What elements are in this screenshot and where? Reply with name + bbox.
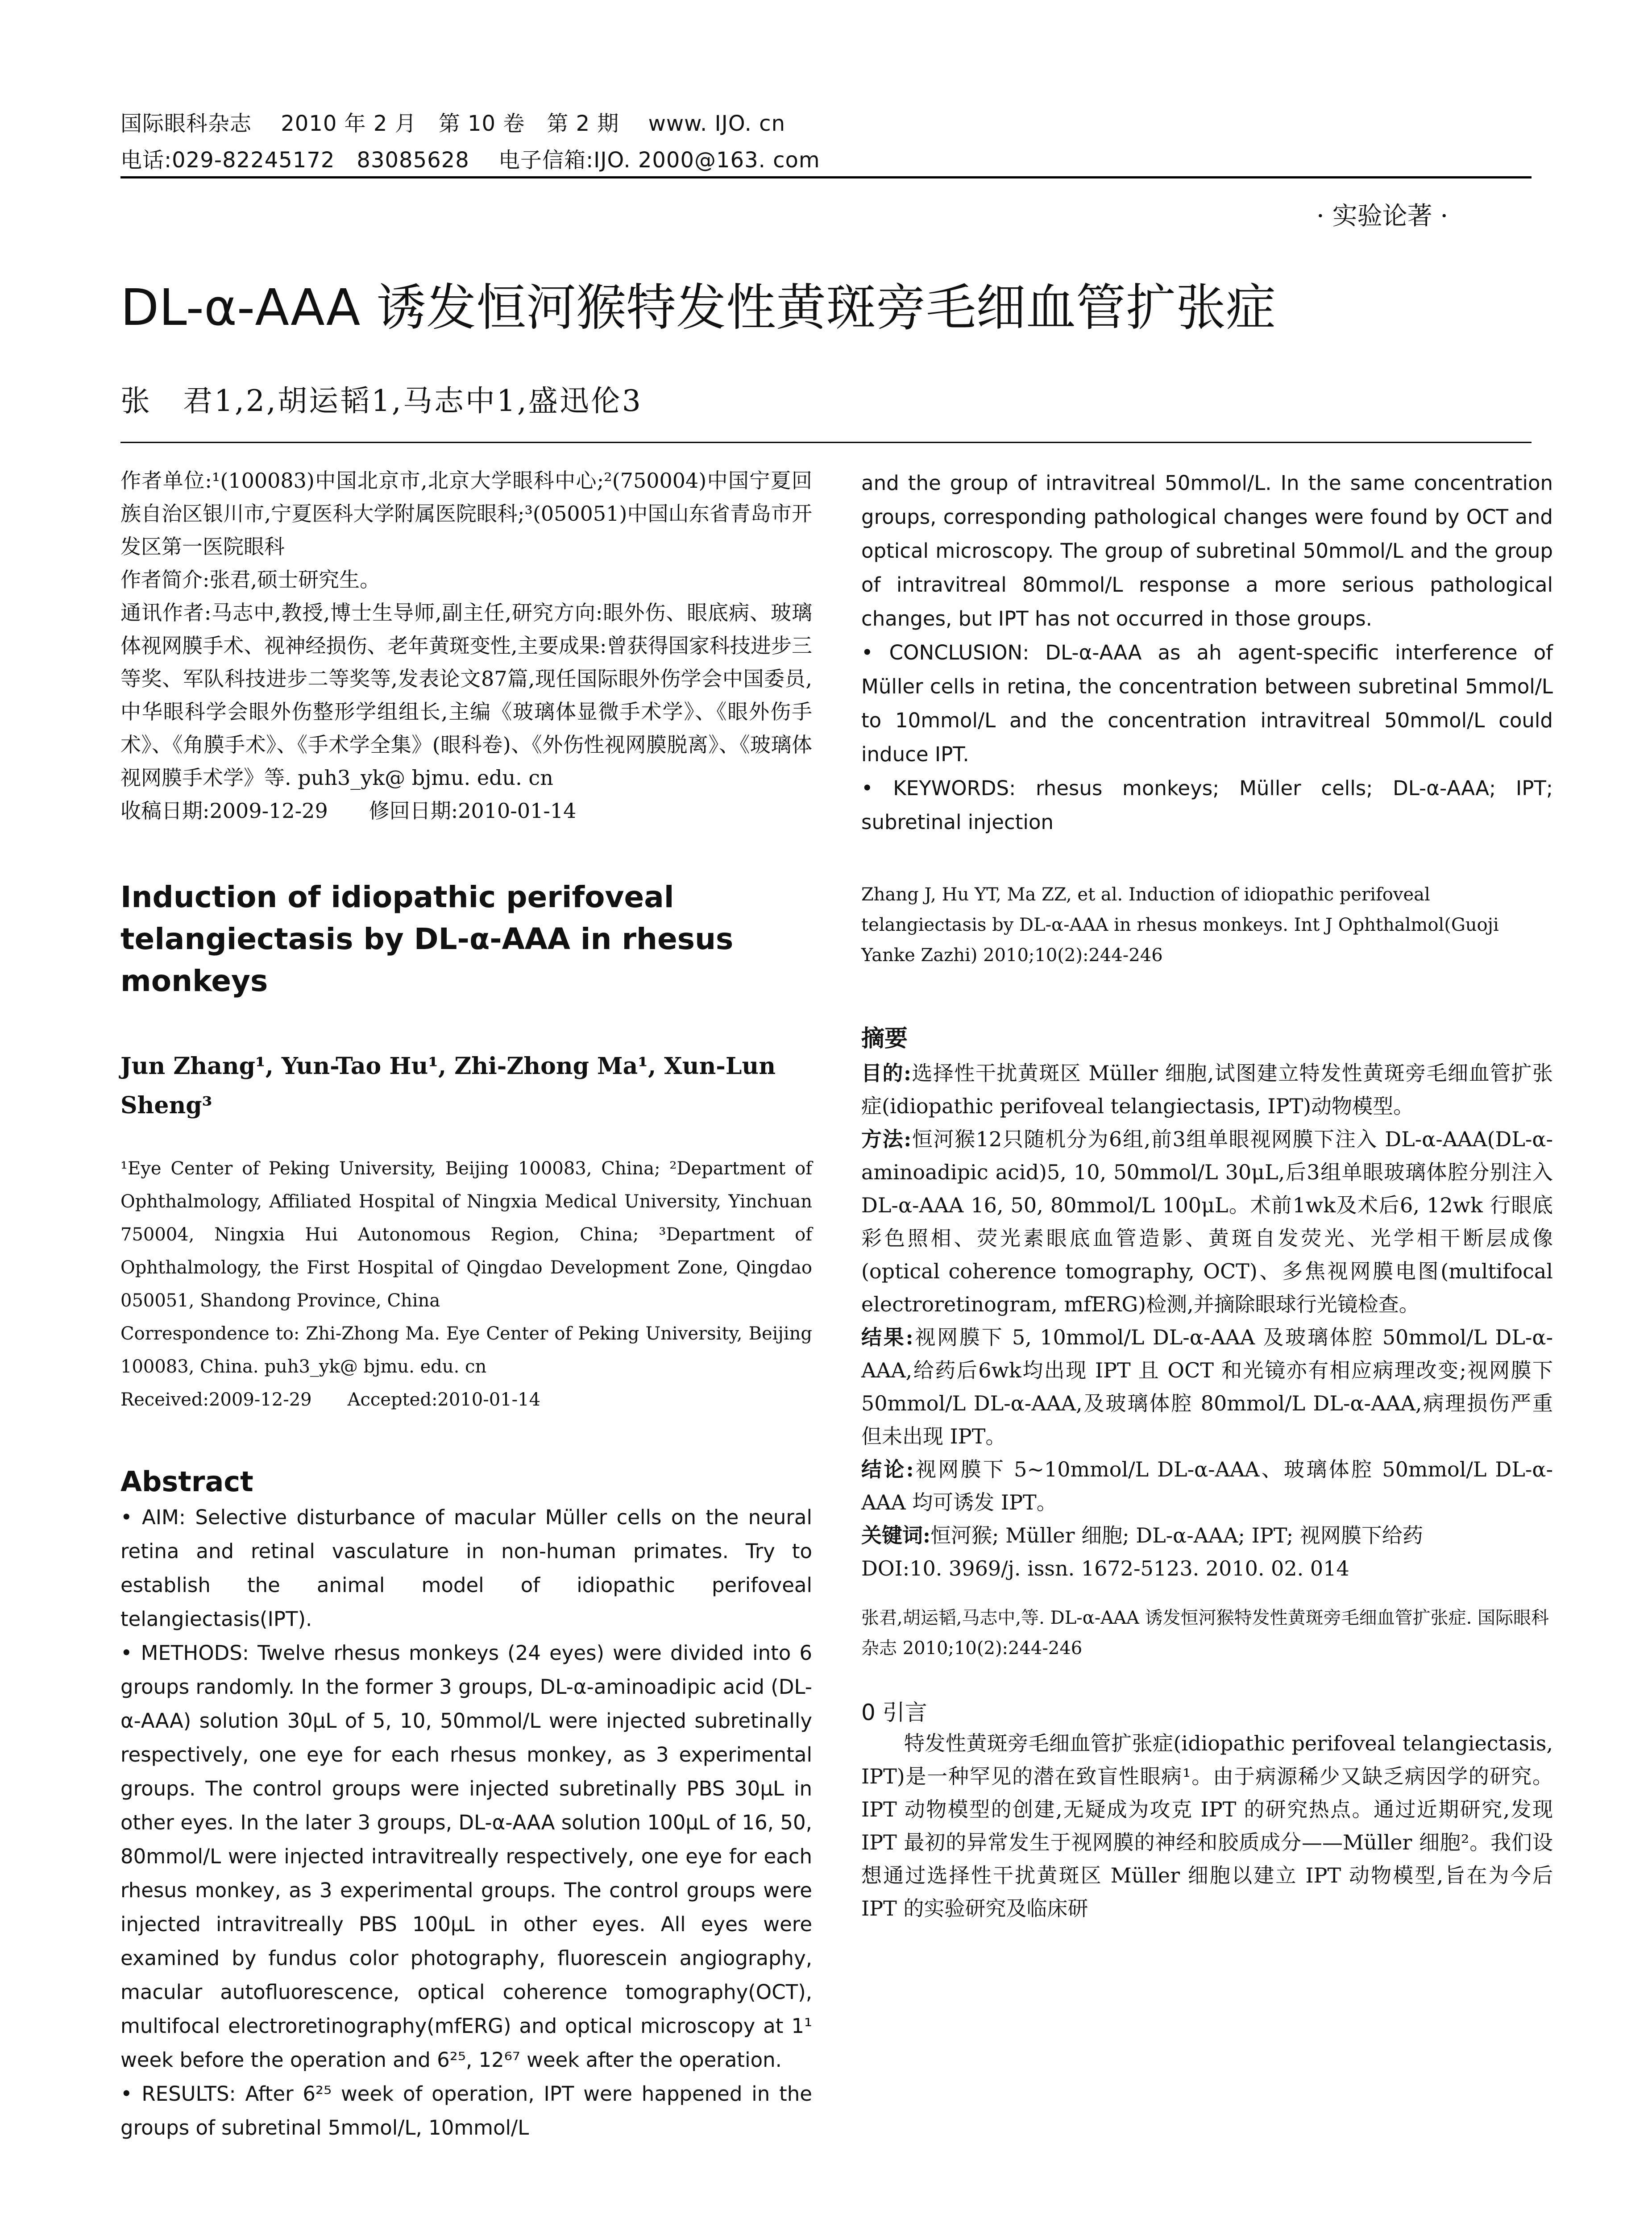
doi: DOI:10. 3969/j. issn. 1672-5123. 2010. 02. 014 xyxy=(861,1556,1349,1580)
abstract-keywords: • KEYWORDS: rhesus monkeys; Müller cells; DL-α-AAA; IPT; subretinal injection xyxy=(861,776,1553,834)
english-citation: Zhang J, Hu YT, Ma ZZ, et al. Induction of idiopathic perifoveal telangiectasis by DL-α-AAA in rhesus monkeys. Int J Ophthalmol(Guoji Yanke Zazhi) 2010;10(2):244-246 xyxy=(861,884,1499,966)
authors-cn: 张 君1,2,胡运韬1,马志中1,盛迅伦3 xyxy=(120,384,643,418)
abstract-methods: • METHODS: Twelve rhesus monkeys (24 eyes) were divided into 6 groups randomly. In the former 3 groups, DL-α-aminoadipic acid (DL-α-AAA) solution 30μL of 5, 10, 50mmol/L were injected subretinally respectively, one eye for each rhesus monkey, as 3 experimental groups. The control groups were injected subretinally PBS 30μL in other eyes. In the later 3 groups, DL-α-AAA solution 100μL of 16, 50, 80mmol/L were injected intravitreally respectively, one eye for each rhesus monkey, as 3 experimental groups. The control groups were injected intravitreally PBS 100μL in other eyes. All eyes were examined by fundus color photography, fluorescein angiography, macular autofluorescence, optical coherence tomography(OCT), multifocal electroretinography(mfERG) and optical microscopy at 1¹ week before the operation and 6²⁵, 12⁶⁷ week after the operation. xyxy=(120,1641,812,2072)
header-rule xyxy=(120,176,1532,178)
correspondence-cn: 通讯作者:马志中,教授,博士生导师,副主任,研究方向:眼外伤、眼底病、玻璃体视网膜手术、视神经损伤、老年黄斑变性,主要成果:曾获得国家科技进步三等奖、军队科技进步二等奖等,发表论文87篇,现任国际眼外伤学会中国委员,中华眼科学会眼外伤整形学组组长,主编《玻璃体显微手术学》、《眼外伤手术》、《角膜手术》、《手术学全集》(眼科卷)、《外伤性视网膜脱离》、《玻璃体视网膜手术学》等. puh3_yk@ bjmu. edu. cn xyxy=(120,601,812,790)
affiliations-en xyxy=(120,1152,812,1416)
cn-abstract-body xyxy=(861,1057,1553,1585)
abstract-results-end: and the group of intravitreal 50mmol/L. In the same concentration groups, corresponding pathological changes were found by OCT and optical microscopy. The group of subretinal 50mmol/L and the group of intravitreal 80mmol/L response a more serious pathological changes, but IPT has not occurred in those groups. xyxy=(861,471,1553,630)
cn-results: 视网膜下 5, 10mmol/L DL-α-AAA 及玻璃体腔 50mmol/L DL-α-AAA,给药后6wk均出现 IPT 且 OCT 和光镜亦有相应病理改变;视网膜下 50mmol/L DL-α-AAA,及玻璃体腔 80mmol/L DL-α-AAA,病理损伤严重但未出现 IPT。 xyxy=(861,1325,1553,1448)
cn-aim-label: 目的: xyxy=(861,1061,911,1085)
cn-methods-label: 方法: xyxy=(861,1127,912,1151)
cn-conclusion: 视网膜下 5~10mmol/L DL-α-AAA、玻璃体腔 50mmol/L DL-α-AAA 均可诱发 IPT。 xyxy=(861,1457,1553,1514)
affiliation-list: ¹Eye Center of Peking University, Beijing 100083, China; ²Department of Ophthalmology, Affiliated Hospital of Ningxia Medical University, Yinchuan 750004, Ningxia Hui Autonomous Region, China; ³Department of Ophthalmology, the First Hospital of Qingdao Development Zone, Qingdao 050051, Shandong Province, China xyxy=(120,1158,812,1311)
cn-results-label: 结果: xyxy=(861,1325,913,1349)
english-authors: Jun Zhang¹, Yun-Tao Hu¹, Zhi-Zhong Ma¹, Xun-Lun Sheng³ xyxy=(120,1053,776,1119)
cn-keywords: 恒河猴; Müller 细胞; DL-α-AAA; IPT; 视网膜下给药 xyxy=(930,1523,1423,1547)
intro-paragraph: 特发性黄斑旁毛细血管扩张症(idiopathic perifoveal telangiectasis, IPT)是一种罕见的潜在致盲性眼病¹。由于病源稀少又缺乏病因学的研究。IPT 动物模型的创建,无疑成为攻克 IPT 的研究热点。通过近期研究,发现 IPT 最初的异常发生于视网膜的神经和胶质成分——Müller 细胞²。我们设想通过选择性干扰黄斑区 Müller 细胞以建立 IPT 动物模型,旨在为今后 IPT 的实验研究及临床研 xyxy=(861,1731,1553,1920)
author-affiliation-cn: 作者单位:¹(100083)中国北京市,北京大学眼科中心;²(750004)中国宁夏回族自治区银川市,宁夏医科大学附属医院眼科;³(050051)中国山东省青岛市开发区第一医院眼科 xyxy=(120,469,812,559)
abstract-conclusion: • CONCLUSION: DL-α-AAA as ah agent-specific interference of Müller cells in retina, the concentration between subretinal 5mmol/L to 10mmol/L and the concentration intravitreal 50mmol/L could induce IPT. xyxy=(861,641,1553,766)
cn-citation: 张君,胡运韬,马志中,等. DL-α-AAA 诱发恒河猴特发性黄斑旁毛细血管扩张症. 国际眼科杂志 2010;10(2):244-246 xyxy=(861,1608,1549,1659)
intro-heading: 0 引言 xyxy=(861,1700,927,1725)
contact-info: 电话:029-82245172 83085628 电子信箱:IJO. 2000@163. com xyxy=(120,148,820,173)
cn-methods: 恒河猴12只随机分为6组,前3组单眼视网膜下注入 DL-α-AAA(DL-α-aminoadipic acid)5, 10, 50mmol/L 30μL,后3组单眼玻璃体腔分别注入 DL-α-AAA 16, 50, 80mmol/L 100μL。术前1wk及术后6, 12wk 行眼底彩色照相、荧光素眼底血管造影、黄斑自发荧光、光学相干断层成像(optical coherence tomography, OCT)、多焦视网膜电图(multifocal electroretinogram, mfERG)检测,并摘除眼球行光镜检查。 xyxy=(861,1127,1553,1316)
left-column xyxy=(120,464,812,2145)
title-rule xyxy=(120,442,1532,443)
cn-aim: 选择性干扰黄斑区 Müller 细胞,试图建立特发性黄斑旁毛细血管扩张症(idiopathic perifoveal telangiectasis, IPT)动物模型。 xyxy=(861,1061,1553,1118)
cn-keywords-label: 关键词: xyxy=(861,1523,930,1547)
english-title: Induction of idiopathic perifoveal telangiectasis by DL-α-AAA in rhesus monkeys xyxy=(120,880,734,998)
abstract-results-start: • RESULTS: After 6²⁵ week of operation, IPT were happened in the groups of subretinal 5mmol/L, 10mmol/L xyxy=(120,2082,812,2140)
dates-en: Received:2009-12-29 Accepted:2010-01-14 xyxy=(120,1389,541,1410)
abstract-aim: • AIM: Selective disturbance of macular Müller cells on the neural retina and retinal vasculature in non-human primates. Try to establish the animal model of idiopathic perifoveal telangiectasis(IPT). xyxy=(120,1505,812,1631)
cn-conclusion-label: 结论: xyxy=(861,1457,914,1481)
author-info-block xyxy=(120,464,812,827)
right-column xyxy=(861,466,1553,1925)
intro-body xyxy=(861,1727,1553,1925)
correspondence-en: Correspondence to: Zhi-Zhong Ma. Eye Center of Peking University, Beijing 100083, China. puh3_yk@ bjmu. edu. cn xyxy=(120,1323,812,1377)
cn-abstract-heading: 摘要 xyxy=(861,1025,908,1052)
abstract-heading: Abstract xyxy=(120,1465,253,1498)
section-label: · 实验论著 · xyxy=(1316,202,1449,231)
page-title: DL-α-AAA 诱发恒河猴特发性黄斑旁毛细血管扩张症 xyxy=(120,279,1276,337)
journal-info: 国际眼科杂志 2010 年 2 月 第 10 卷 第 2 期 www. IJO. cn xyxy=(120,111,785,136)
author-bio-cn: 作者简介:张君,硕士研究生。 xyxy=(120,568,381,592)
abstract-continued xyxy=(861,466,1553,839)
abstract-body xyxy=(120,1501,812,2145)
dates-cn: 收稿日期:2009-12-29 修回日期:2010-01-14 xyxy=(120,799,577,823)
